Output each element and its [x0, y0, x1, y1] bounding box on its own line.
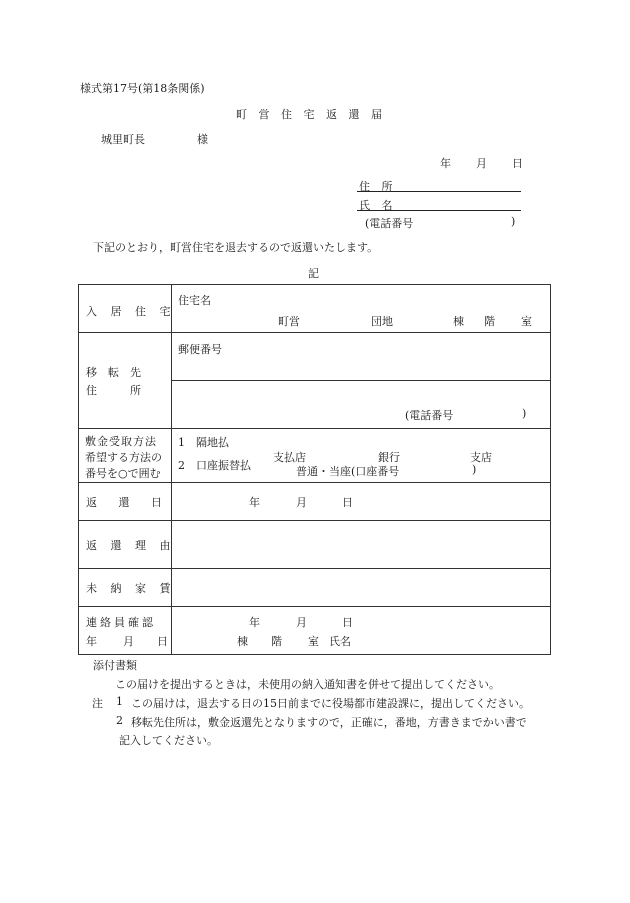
- note2-text-line2: 記入してください。: [119, 734, 218, 747]
- honorific: 様: [197, 133, 208, 146]
- intro-text: 下記のとおり，町営住宅を退去するので返還いたします。: [93, 241, 379, 254]
- postal-label: 郵便番号: [178, 343, 222, 356]
- bank-label: 銀行: [378, 451, 400, 464]
- residence-label: 入 居 住 宅: [86, 305, 176, 318]
- building-label: 棟: [453, 315, 464, 328]
- applicant-phone-label: (電話番号: [365, 217, 414, 230]
- town-label: 町営: [278, 315, 300, 328]
- ki-mark: 記: [308, 267, 319, 280]
- attachment-heading: 添付書類: [93, 659, 137, 672]
- deposit-label-line2: 希望する方法の: [85, 451, 162, 464]
- addressee: 城里町長: [101, 133, 145, 146]
- date-day-label: 日: [512, 157, 523, 170]
- main-form-table: [78, 284, 551, 655]
- date-month-label: 月: [476, 157, 487, 170]
- room-label: 室: [521, 315, 532, 328]
- deposit-label-line1: 敷金受取方法: [85, 435, 157, 448]
- row-residence: [79, 285, 551, 333]
- return-day-label: 日: [342, 496, 353, 509]
- complex-label: 団地: [371, 315, 393, 328]
- row-move-address-top: [79, 333, 551, 381]
- move-phone-close: ): [522, 407, 527, 420]
- confirm-label-year: 年: [86, 635, 97, 648]
- floor-label: 階: [484, 315, 495, 328]
- note1-text: この届けは，退去する日の15日前までに役場都市建設課に，提出してください。: [131, 697, 530, 710]
- confirm-field[interactable]: [172, 607, 551, 655]
- housing-name-label: 住宅名: [178, 294, 211, 307]
- confirm-label-line1: 連絡員確認: [86, 616, 156, 629]
- confirm-label-day: 日: [157, 635, 168, 648]
- row-confirm: [79, 607, 551, 655]
- account-label: 普通・当座(口座番号: [296, 465, 400, 478]
- return-year-label: 年: [249, 496, 260, 509]
- confirm-month-label: 月: [296, 616, 307, 629]
- attachment-text: この届けを提出するときは，未使用の納入通知書を併せて提出してください。: [115, 678, 500, 691]
- deposit-field[interactable]: [172, 429, 551, 483]
- note2-text-line1: 移転先住所は，敷金返還先となりますので，正確に，番地，方書きまでかい書で: [131, 716, 527, 729]
- deposit-option-2[interactable]: 2 口座振替払: [178, 459, 251, 472]
- confirm-room-label: 室: [308, 635, 319, 648]
- row-return-reason: [79, 521, 551, 569]
- return-date-label: 返 還 日: [86, 496, 171, 509]
- applicant-address-label: 住 所: [359, 180, 397, 193]
- applicant-name-line[interactable]: [357, 210, 521, 211]
- move-phone-label: (電話番号: [405, 409, 454, 422]
- confirm-building-label: 棟: [237, 635, 248, 648]
- document-title: 町 営 住 宅 返 還 届: [236, 108, 386, 121]
- unpaid-rent-label: 未 納 家 賃: [86, 582, 176, 595]
- row-return-date: [79, 483, 551, 521]
- return-reason-label: 返 還 理 由: [86, 539, 176, 552]
- account-close: ): [472, 463, 477, 476]
- note1-number: 1: [116, 695, 123, 708]
- row-deposit: [79, 429, 551, 483]
- applicant-name-label: 氏 名: [359, 199, 397, 212]
- deposit-label-line3: 番号を○で囲む: [85, 467, 161, 480]
- applicant-phone-close: ): [511, 215, 516, 228]
- confirm-label-month: 月: [123, 635, 134, 648]
- return-month-label: 月: [296, 496, 307, 509]
- move-address-label-line2: 住 所: [86, 384, 141, 397]
- move-postal-field[interactable]: [172, 333, 551, 381]
- return-date-field[interactable]: [172, 483, 551, 521]
- note2-number: 2: [116, 714, 123, 727]
- move-address-label-line1: 移 転 先: [86, 366, 141, 379]
- move-address-field[interactable]: [172, 381, 551, 429]
- row-unpaid-rent: [79, 569, 551, 607]
- form-number: 様式第17号(第18条関係): [80, 82, 205, 95]
- deposit-option-1[interactable]: 1 隔地払: [178, 436, 229, 449]
- applicant-address-line[interactable]: [357, 191, 521, 192]
- confirm-name-label: 氏名: [329, 635, 351, 648]
- residence-field[interactable]: [172, 285, 551, 333]
- confirm-floor-label: 階: [271, 635, 282, 648]
- date-year-label: 年: [440, 157, 451, 170]
- confirm-day-label: 日: [342, 616, 353, 629]
- note-label: 注: [92, 697, 103, 710]
- branch-shop-label: 支払店: [273, 451, 306, 464]
- return-reason-field[interactable]: [172, 521, 551, 569]
- branch-label: 支店: [470, 451, 492, 464]
- unpaid-rent-field[interactable]: [172, 569, 551, 607]
- confirm-year-label: 年: [249, 616, 260, 629]
